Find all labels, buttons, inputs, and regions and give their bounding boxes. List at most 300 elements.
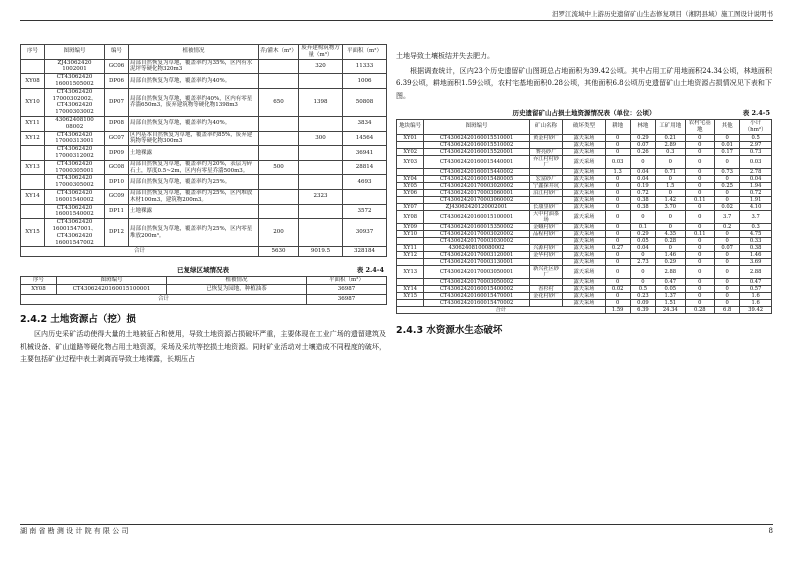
cell: 0.29 [656, 258, 685, 265]
cell: 6.39 [630, 306, 655, 313]
cell [21, 146, 45, 161]
table-row [397, 237, 772, 244]
cell: 1.37 [656, 292, 685, 299]
cell: XY14 [21, 189, 45, 204]
cell: 1.46 [656, 251, 685, 258]
cell: CT43062420 16001505002 [45, 74, 105, 89]
cell: 39.42 [740, 306, 772, 313]
column-header: 平面积（m²） [343, 45, 387, 60]
cell: 50808 [343, 88, 387, 116]
cell: 局部自然恢复为草地，覆盖率约40%，区内有零星乔濇650m3，废弃建筑物等硬化物1398m3 [129, 88, 259, 116]
cell: 露天采场 [563, 196, 605, 203]
cell: 14564 [343, 131, 387, 146]
cell [397, 237, 424, 244]
cell: 0 [685, 237, 714, 244]
cell: 0.04 [740, 175, 772, 182]
cell: DP06 [105, 74, 129, 89]
cell: 0.29 [630, 134, 655, 141]
cell: 0 [656, 175, 685, 182]
cell: 宁鑫探井坑 [529, 182, 563, 189]
column-header: 图斑编号 [45, 45, 105, 60]
table-row [397, 168, 772, 175]
cell [299, 146, 343, 161]
cell: 新兴社区砂厂 [529, 265, 563, 278]
cell: 长康里砂厂 [529, 203, 563, 210]
cell [299, 204, 343, 219]
column-header: 编号 [105, 45, 129, 60]
cell: XY08 [21, 74, 45, 89]
cell: 0 [685, 203, 714, 210]
cell: GC06 [105, 59, 129, 74]
cell [259, 146, 299, 161]
cell: 2.88 [740, 265, 772, 278]
cell: 露天采场 [563, 251, 605, 258]
cell: 3.70 [656, 203, 685, 210]
cell [299, 219, 343, 247]
cell: 0 [605, 189, 630, 196]
cell: 9019.5 [299, 247, 343, 257]
cell: 328184 [343, 247, 387, 257]
cell: 0 [685, 210, 714, 223]
cell: 宏富砂厂 [529, 175, 563, 182]
cell: 0 [630, 265, 655, 278]
table-caption [20, 265, 386, 276]
cell: 0.11 [685, 196, 714, 203]
cell: 0 [605, 278, 630, 285]
cell: 0.72 [630, 189, 655, 196]
cell: 合计 [21, 295, 307, 305]
cell: 0 [685, 148, 714, 155]
table-row [397, 134, 772, 141]
cell: 0 [605, 292, 630, 299]
cell: 0 [685, 223, 714, 230]
cell: 局部自然恢复为草地，覆盖率约为20%，表层为碎石土，厚度0.5~2m，区内有零星乔濇500m3。 [129, 160, 259, 175]
cell: 0 [630, 278, 655, 285]
cell: 0 [605, 203, 630, 210]
cell: 28814 [343, 160, 387, 175]
cell: 36987 [307, 295, 387, 305]
cell: 0 [605, 223, 630, 230]
cell: 2.89 [656, 141, 685, 148]
cell: 1.5 [656, 182, 685, 189]
cell: XY10 [21, 88, 45, 116]
table-row [397, 278, 772, 285]
cell: XY13 [397, 265, 424, 278]
cell: 1006 [343, 74, 387, 89]
cell: XY04 [397, 175, 424, 182]
cell: CT43062420 17000305001 [45, 160, 105, 175]
cell: 0 [715, 278, 740, 285]
cell [259, 116, 299, 131]
cell: 0.17 [715, 148, 740, 155]
table-row [397, 189, 772, 196]
cell: 0 [605, 299, 630, 306]
column-header: 平面积（m²） [307, 277, 387, 285]
cell: 0.47 [740, 278, 772, 285]
cell: CT43062420 16001540002 [45, 204, 105, 219]
table-row [397, 141, 772, 148]
cell: XY12 [21, 131, 45, 146]
cell: 0.28 [685, 306, 714, 313]
cell: 0.05 [630, 237, 655, 244]
cell: 0.2 [715, 223, 740, 230]
table-header-row [397, 120, 772, 135]
column-header: 植被情况 [129, 45, 259, 60]
cell: 24.34 [656, 306, 685, 313]
cell: 0.04 [630, 175, 655, 182]
cell: 0 [656, 223, 685, 230]
cell: 露天采场 [563, 299, 605, 306]
cell: 露天采场 [563, 168, 605, 175]
cell: 0 [715, 292, 740, 299]
cell: 0.38 [630, 203, 655, 210]
table-row [397, 258, 772, 265]
table-row [397, 230, 772, 237]
cell: 2.88 [656, 265, 685, 278]
table-row [397, 148, 772, 155]
cell: 0 [656, 244, 685, 251]
cell: CT43062420160015100001 [57, 285, 167, 295]
cell: 品程村砂厂 [529, 230, 563, 237]
left-column [20, 44, 386, 366]
table-row [21, 204, 387, 219]
cell: 0 [685, 251, 714, 258]
cell: CT43062420170003050002 [424, 278, 529, 285]
cell: DP09 [105, 146, 129, 161]
cell: 0 [605, 210, 630, 223]
cell: 2.97 [740, 141, 772, 148]
cell: 0.07 [630, 141, 655, 148]
cell [259, 204, 299, 219]
cell: DP10 [105, 175, 129, 190]
cell: 0 [685, 134, 714, 141]
footer-company: 湖 南 省 勘 测 设 计 院 有 限 公 司 [20, 527, 129, 535]
cell: 0.73 [715, 168, 740, 175]
cell: 2323 [299, 189, 343, 204]
cell: 0.04 [630, 168, 655, 175]
cell: 已恢复为园地，种植油茶 [167, 285, 307, 295]
cell: 露天采场 [563, 210, 605, 223]
cell: 露天采场 [563, 141, 605, 148]
cell: 0 [685, 189, 714, 196]
cell: 0 [656, 210, 685, 223]
table-total-row [21, 247, 387, 257]
cell [529, 168, 563, 175]
cell: 1.46 [740, 251, 772, 258]
column-header: 工矿用地 [656, 120, 685, 135]
table-row [21, 189, 387, 204]
table-row [397, 223, 772, 230]
cell: 0 [685, 292, 714, 299]
cell: 5630 [259, 247, 299, 257]
table-row [397, 203, 772, 210]
cell: CT43062420 17000313001 [45, 131, 105, 146]
cell: 0 [715, 285, 740, 292]
cell: 合计 [21, 247, 259, 257]
cell: 0 [605, 251, 630, 258]
cell: XY08 [397, 210, 424, 223]
cell: 0 [685, 175, 714, 182]
cell: 0.38 [630, 196, 655, 203]
cell: 0 [715, 196, 740, 203]
cell: 0.57 [740, 285, 772, 292]
caption-text: 已复绿区域情况表 [177, 266, 229, 275]
cell [21, 59, 45, 74]
cell: 0.19 [630, 182, 655, 189]
column-header: 图斑编号 [57, 277, 167, 285]
cell: 36941 [343, 146, 387, 161]
cell: CT43062420 17000312002 [45, 146, 105, 161]
cell [259, 59, 299, 74]
cell: 0 [715, 265, 740, 278]
cell [259, 175, 299, 190]
cell: CT43062420170003020002 [424, 230, 529, 237]
cell: XY15 [21, 219, 45, 247]
cell: DP07 [105, 88, 129, 116]
cell [529, 141, 563, 148]
cell: ZJ43062420120002001 [424, 203, 529, 210]
cell: 0.38 [740, 244, 772, 251]
cell [299, 74, 343, 89]
cell: 0.11 [685, 230, 714, 237]
cell: GC08 [105, 160, 129, 175]
column-header: 植被情况 [167, 277, 307, 285]
cell: 局部自然恢复为草地，覆盖率约为25%，区内零星堆放200m³。 [129, 219, 259, 247]
cell: 0.25 [715, 182, 740, 189]
cell: 局部自然恢复为草地，覆盖率约为25%。 [129, 175, 259, 190]
cell: 500 [259, 160, 299, 175]
table-row [397, 251, 772, 258]
table-total-row [21, 295, 387, 305]
cell [343, 189, 387, 204]
cell: 合计 [397, 306, 606, 313]
cell: 露天采场 [563, 134, 605, 141]
cell: 4.75 [740, 230, 772, 237]
table-row [21, 74, 387, 89]
cell: CT43062420160015510002 [424, 141, 529, 148]
cell: 露天采场 [563, 175, 605, 182]
cell: XY07 [397, 203, 424, 210]
table-row [21, 146, 387, 161]
cell: 0 [605, 175, 630, 182]
cell: 露天采场 [563, 258, 605, 265]
cell: CT43062420160015440001 [424, 155, 529, 168]
cell: XY14 [397, 285, 424, 292]
page-header [20, 9, 773, 21]
cell: 土地裸露 [129, 146, 259, 161]
cell: 局部自然恢复为草地，覆盖率约为40%。 [129, 74, 259, 89]
cell: 0.33 [740, 237, 772, 244]
cell: 3.69 [740, 258, 772, 265]
table-header-row [21, 45, 387, 60]
table-row [21, 88, 387, 116]
cell: 0 [715, 230, 740, 237]
cell [397, 258, 424, 265]
cell: 0 [605, 230, 630, 237]
cell: GC09 [105, 189, 129, 204]
cell: 0 [605, 265, 630, 278]
table-row [21, 285, 387, 295]
cell [397, 299, 424, 306]
cell [299, 116, 343, 131]
cell: 0.26 [630, 148, 655, 155]
table-row [397, 210, 772, 223]
cell: 0 [685, 244, 714, 251]
regreen-table [20, 276, 387, 305]
paragraph: 根据调查统计，区内23个历史遗留矿山图斑总占地面积为39.42公顷。其中占用工矿用地面积24.34公顷，林地面积6.39公顷，耕地面积1.59公顷，农村宅基地面积0.28公顷，其他面积6.8公顷历史遗留矿山土地资源占损情况见下表和下图。 [396, 66, 772, 100]
cell: 0.73 [740, 148, 772, 155]
cell: 1.94 [740, 182, 772, 189]
cell: 0 [605, 258, 630, 265]
cell: 0 [605, 196, 630, 203]
cell: CT43062420 16001540002 [45, 189, 105, 204]
table-number: 表 2.4-5 [742, 109, 770, 117]
cell: CT43062420160015440002 [424, 168, 529, 175]
cell: CT43062420160015470001 [424, 292, 529, 299]
cell: 0.01 [715, 141, 740, 148]
cell: 0 [715, 258, 740, 265]
cell: 露天采场 [563, 182, 605, 189]
cell [529, 237, 563, 244]
table-row [397, 299, 772, 306]
cell: 0.09 [630, 299, 655, 306]
cell: CT43062420 17000302002、CT43062420 17000303002 [45, 88, 105, 116]
cell: CT43062420160015400002 [424, 285, 529, 292]
cell: 1398 [299, 88, 343, 116]
cell: 0.04 [630, 244, 655, 251]
cell: 0 [685, 155, 714, 168]
cell: 0.5 [740, 134, 772, 141]
section-heading: 2.4.2 土地资源占（挖）损 [20, 314, 136, 326]
cell: XY03 [397, 155, 424, 168]
vegetation-table [20, 44, 387, 257]
cell: 0 [685, 141, 714, 148]
cell: CT43062420 16001547001、CT43062420 16001547002 [45, 219, 105, 247]
cell: CT43062420160015480005 [424, 175, 529, 182]
cell: CT43062420160015350002 [424, 223, 529, 230]
table-row [397, 292, 772, 299]
cell: 露天采场 [563, 285, 605, 292]
cell: 0 [715, 189, 740, 196]
cell [397, 168, 424, 175]
cell: 0 [715, 134, 740, 141]
cell: 0 [685, 285, 714, 292]
cell: 露天采场 [563, 292, 605, 299]
header-title: 汨罗江流域中上游历史遗留矿山生态修复项目（湘阴县域）施工图设计说明书 [552, 10, 773, 18]
column-header: 小计（hm²） [740, 120, 772, 135]
cell: 乔江村村砂厂 [529, 155, 563, 168]
cell: 0.29 [630, 230, 655, 237]
table-caption [396, 108, 772, 119]
cell [21, 204, 45, 219]
cell: CT43062420170003120001 [424, 251, 529, 258]
cell: DP08 [105, 116, 129, 131]
cell: XY01 [397, 134, 424, 141]
column-header: 乔/灌木（m²） [259, 45, 299, 60]
cell: XY05 [397, 182, 424, 189]
cell: 0.03 [605, 155, 630, 168]
cell: 0.02 [715, 203, 740, 210]
cell: 30937 [343, 219, 387, 247]
cell [529, 278, 563, 285]
table-row [397, 182, 772, 189]
cell: 3.7 [740, 210, 772, 223]
table-row [21, 131, 387, 146]
cell: 区内基本自然恢复为草地，覆盖率约85%，废弃建筑物等硬化物300m3 [129, 131, 259, 146]
cell: CT43062420170003030002 [424, 237, 529, 244]
cell: XY02 [397, 148, 424, 155]
cell: 0 [605, 141, 630, 148]
cell [259, 74, 299, 89]
column-header: 矿山名称 [529, 120, 563, 135]
table-number: 表 2.4-4 [356, 266, 384, 275]
table-row [21, 160, 387, 175]
cell: 36987 [307, 285, 387, 295]
column-header: 地块编号 [397, 120, 424, 135]
cell: XY09 [397, 223, 424, 230]
cell: 露天采场 [563, 265, 605, 278]
cell: 1.3 [605, 168, 630, 175]
cell: 300 [299, 131, 343, 146]
cell: XY11 [21, 116, 45, 131]
cell: 0 [630, 210, 655, 223]
cell: 土地裸露 [129, 204, 259, 219]
cell: 露天采场 [563, 148, 605, 155]
cell: 4.10 [740, 203, 772, 210]
cell: 兴源村砂厂 [529, 244, 563, 251]
cell [529, 299, 563, 306]
cell: 0.72 [740, 189, 772, 196]
cell: 局部自然恢复为草地，覆盖率约为40%。 [129, 116, 259, 131]
cell: 0 [715, 299, 740, 306]
cell: CT43062420 17000305002 [45, 175, 105, 190]
cell: 赛亮砂厂 [529, 148, 563, 155]
cell: 2.73 [630, 258, 655, 265]
cell [397, 196, 424, 203]
cell [299, 175, 343, 190]
cell: 露天采场 [563, 223, 605, 230]
cell: 650 [259, 88, 299, 116]
cell: CT43062420160015100001 [424, 210, 529, 223]
cell: CT43062420170003130001 [424, 258, 529, 265]
cell: 0.21 [656, 134, 685, 141]
page-footer [20, 524, 773, 538]
table-row [397, 175, 772, 182]
land-damage-table [396, 119, 772, 314]
cell: 1.59 [605, 306, 630, 313]
cell: 0.71 [656, 168, 685, 175]
cell: 3572 [343, 204, 387, 219]
cell: 露天采场 [563, 278, 605, 285]
cell: 0.1 [630, 223, 655, 230]
cell: 0 [630, 155, 655, 168]
paragraph: 区内历史采矿活动使得大量的土地被征占和使用，导致土地资源占损破坏严重，主要体现在工业广场的遗留建筑及机械设备、矿山道路等硬化物占用土地资源，采场及采坑等挖损土地资源。同时矿业活动对土壤造成不同程度的破坏，主要包括矿业过程中表土剥离而导致土地裸露，长期压占 [20, 330, 386, 364]
cell: CT43062420160015520001 [424, 148, 529, 155]
cell: XY13 [21, 160, 45, 175]
cell: 0.27 [605, 244, 630, 251]
table-header-row [21, 277, 387, 285]
table-row [21, 219, 387, 247]
table-row [21, 175, 387, 190]
cell: 320 [299, 59, 343, 74]
cell: 露天采场 [563, 244, 605, 251]
cell: 0 [605, 237, 630, 244]
cell: 0 [605, 134, 630, 141]
cell: 1.6 [740, 292, 772, 299]
cell: 0.28 [656, 237, 685, 244]
cell: 露天采场 [563, 203, 605, 210]
cell: 0 [685, 182, 714, 189]
